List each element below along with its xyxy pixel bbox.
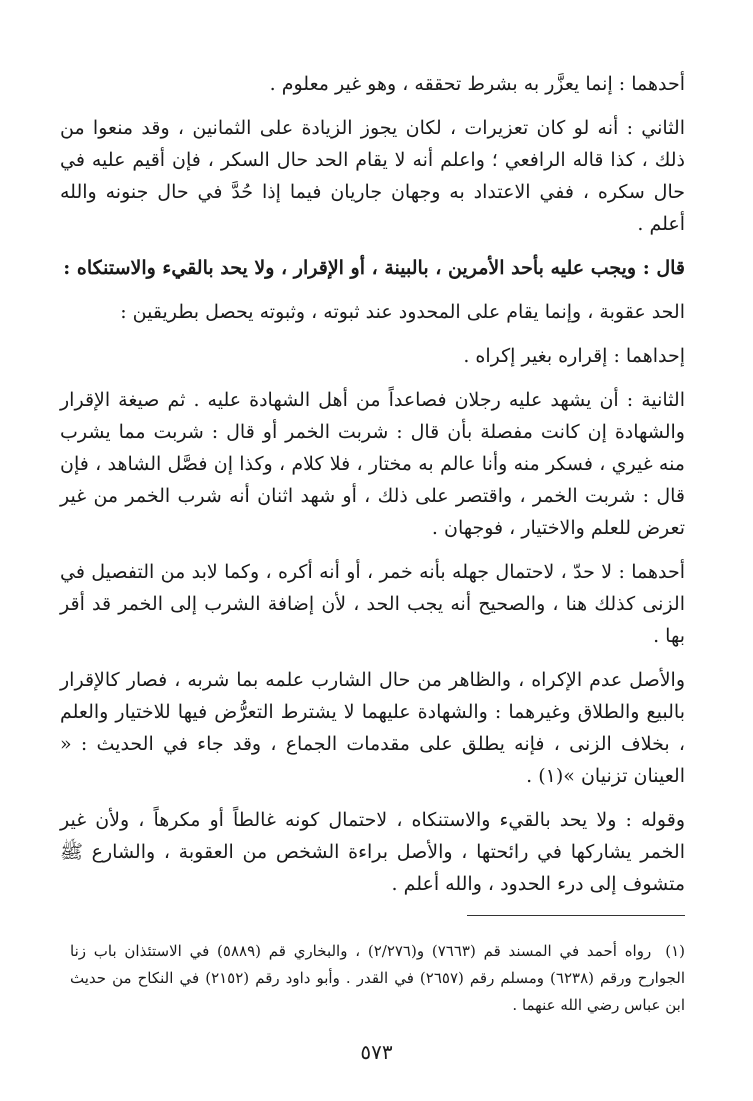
matn-paragraph: قال : ويجب عليه بأحد الأمرين ، بالبينة ، أو الإقرار ، ولا يحد بالقيء والاستنكاه : (63, 257, 685, 279)
paragraph-6: الثانية : أن يشهد عليه رجلان فصاعداً من أهل الشهادة عليه . ثم صيغة الإقرار والشهادة إن كانت مفصلة بأن قال : شربت الخمر أو قال : شربت مما يشرب منه غيري ، فسكر منه وأنا عالم به مختار ، فلا كلام ، وكذا إن فصَّل الشاهد ، فإن قال : شربت الخمر ، واقتصر على ذلك ، أو شهد اثنان أنه شرب الخمر من غير تعرض للعلم والاختيار ، فوجهان . (60, 389, 685, 539)
page-body (60, 68, 685, 912)
paragraph-8: والأصل عدم الإكراه ، والظاهر من حال الشارب علمه بما شربه ، فصار كالإقرار بالبيع والطلاق وغيرهما : والشهادة عليهما لا يشترط التعرُّض فيها للاختيار والعلم ، بخلاف الزنى ، فإنه يطلق على مقدمات الجماع ، وقد جاء في الحديث : « العينان تزنيان »(١) . (60, 669, 685, 787)
paragraph-9: وقوله : ولا يحد بالقيء والاستنكاه ، لاحتمال كونه غالطاً أو مكرهاً ، ولأن غير الخمر يشاركها في رائحتها ، والأصل براءة الشخص من العقوبة ، والشارع ﷺ متشوف إلى درء الحدود ، والله أعلم . (60, 809, 685, 895)
footnote-text: رواه أحمد في المسند قم (٧٦٦٣) و(٢/٢٧٦) ، والبخاري قم (٥٨٨٩) في الاستئذان باب زنا الجوارح ورقم (٦٢٣٨) ومسلم رقم (٢٦٥٧) في القدر . وأبو داود رقم (٢١٥٢) في النكاح من حديث ابن عباس رضي الله عنهما . (70, 942, 686, 1014)
paragraph-7: أحدهما : لا حدّ ، لاحتمال جهله بأنه خمر ، أو أنه أكره ، وكما لابد من التفصيل في الزنى كذلك هنا ، والصحيح أنه يجب الحد ، لأن إضافة الشرب إلى الخمر قد أقر بها . (60, 561, 685, 647)
footnotes (70, 938, 685, 1019)
page-number: ٥٧٣ (360, 1040, 393, 1064)
footnote-separator (467, 915, 685, 916)
footnote-number: (١) (665, 942, 685, 960)
paragraph-2: الثاني : أنه لو كان تعزيرات ، لكان يجوز الزيادة على الثمانين ، وقد منعوا من ذلك ، كذا قاله الرافعي ؛ واعلم أنه لا يقام الحد حال السكر ، فإن أقيم عليه في حال سكره ، ففي الاعتداد به وجهان جاريان فيما إذا حُدَّ في حال جنونه والله أعلم . (60, 117, 685, 235)
paragraph-1: أحدهما : إنما يعزَّر به بشرط تحققه ، وهو غير معلوم . (269, 73, 685, 95)
paragraph-4: الحد عقوبة ، وإنما يقام على المحدود عند ثبوته ، وثبوته يحصل بطريقين : (120, 301, 685, 323)
paragraph-5: إحداهما : إقراره بغير إكراه . (463, 345, 685, 367)
